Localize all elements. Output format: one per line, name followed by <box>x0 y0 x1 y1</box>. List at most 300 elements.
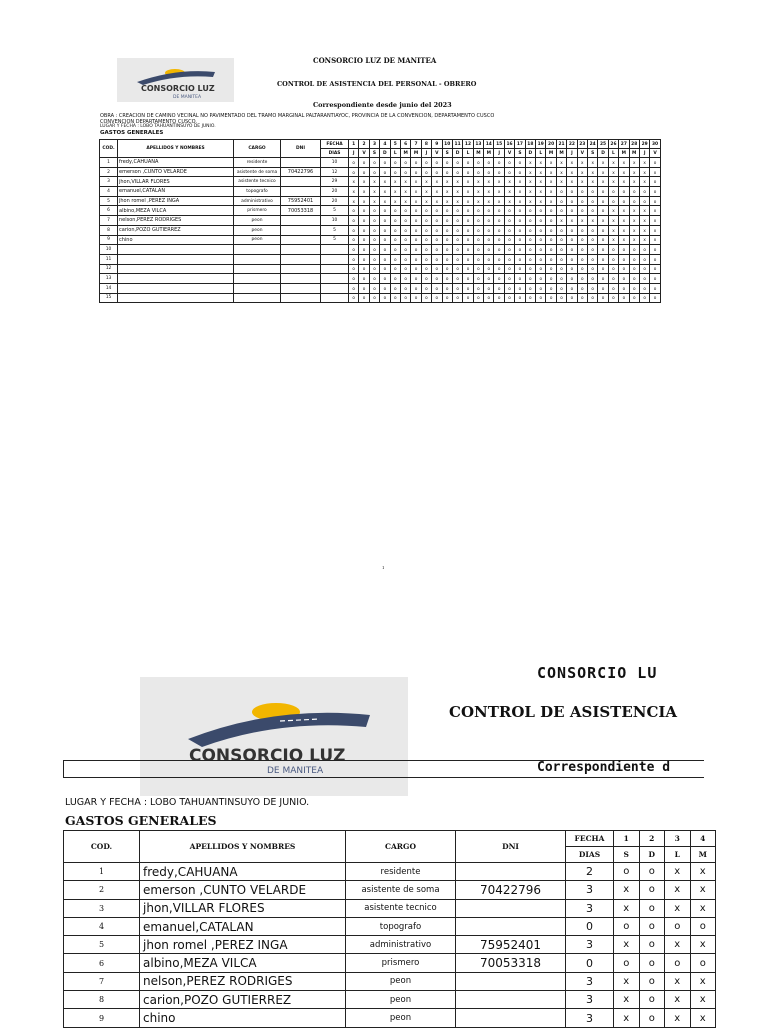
attendance-mark: x <box>400 187 410 197</box>
employee-days-worked <box>321 245 349 255</box>
employee-name: carion,POZO GUTIERREZ <box>140 991 346 1009</box>
weekday-header: L <box>390 149 400 158</box>
attendance-mark: x <box>639 225 649 235</box>
attendance-mark: o <box>400 206 410 216</box>
attendance-mark: o <box>494 274 504 284</box>
attendance-mark: o <box>515 264 525 274</box>
weekday-header: S <box>442 149 452 158</box>
attendance-mark: x <box>536 167 546 177</box>
employee-row <box>64 936 716 954</box>
attendance-mark: x <box>665 972 691 990</box>
attendance-mark: o <box>639 899 665 917</box>
attendance-mark: o <box>442 274 452 284</box>
day-number-header: 18 <box>525 140 535 149</box>
employee-code: 8 <box>64 991 140 1009</box>
attendance-mark: o <box>359 206 369 216</box>
employee-name: emerson ,CUNTO VELARDE <box>140 881 346 899</box>
attendance-mark: o <box>639 991 665 1009</box>
attendance-mark: x <box>390 196 400 206</box>
attendance-mark: o <box>639 245 649 255</box>
attendance-mark: o <box>463 167 473 177</box>
employee-row <box>64 863 716 881</box>
attendance-mark: x <box>463 177 473 187</box>
attendance-mark: o <box>504 283 514 293</box>
day-number-header: 23 <box>577 140 587 149</box>
attendance-mark: x <box>515 187 525 197</box>
logo-large-line2: DE MANITEA <box>267 766 324 776</box>
attendance-mark: o <box>400 283 410 293</box>
attendance-mark: o <box>400 264 410 274</box>
attendance-mark: x <box>411 187 421 197</box>
attendance-mark: x <box>494 187 504 197</box>
employee-dni: 70053318 <box>281 206 321 216</box>
attendance-mark: o <box>608 187 618 197</box>
employee-dni <box>281 293 321 303</box>
employee-row <box>100 177 661 187</box>
attendance-mark: x <box>614 972 640 990</box>
employee-name: jhon romel ,PEREZ INGA <box>118 196 234 206</box>
attendance-mark: o <box>650 245 660 255</box>
attendance-mark: x <box>690 881 716 899</box>
employee-dni <box>281 177 321 187</box>
attendance-mark: x <box>587 167 597 177</box>
attendance-mark: o <box>690 917 716 935</box>
attendance-mark: x <box>614 881 640 899</box>
weekday-header: J <box>567 149 577 158</box>
attendance-mark: x <box>614 1009 640 1027</box>
employee-row <box>100 225 661 235</box>
attendance-mark: x <box>567 167 577 177</box>
employee-cargo: asistente de soma <box>234 167 281 177</box>
attendance-mark: x <box>380 196 390 206</box>
employee-days-worked <box>321 283 349 293</box>
employee-dni <box>281 245 321 255</box>
attendance-mark: o <box>608 293 618 303</box>
day-number-header: 10 <box>442 140 452 149</box>
attendance-mark: x <box>525 167 535 177</box>
attendance-mark: o <box>504 293 514 303</box>
employee-name <box>118 283 234 293</box>
day-number-header: 24 <box>587 140 597 149</box>
attendance-mark: o <box>556 206 566 216</box>
attendance-mark: o <box>546 274 556 284</box>
attendance-mark: o <box>421 206 431 216</box>
attendance-mark: o <box>587 235 597 245</box>
attendance-mark: o <box>380 274 390 284</box>
day-number-header: 11 <box>452 140 462 149</box>
attendance-mark: o <box>421 235 431 245</box>
attendance-mark: o <box>473 245 483 255</box>
attendance-mark: o <box>442 235 452 245</box>
attendance-mark: o <box>536 235 546 245</box>
employee-cargo: administrativo <box>346 936 456 954</box>
employee-row <box>100 264 661 274</box>
employee-cargo <box>234 293 281 303</box>
employee-dni: 75952401 <box>281 196 321 206</box>
day-number-header: 12 <box>463 140 473 149</box>
zoom-place-date: LUGAR Y FECHA : LOBO TAHUANTINSUYO DE JUNIO. <box>65 797 310 808</box>
attendance-mark: o <box>515 235 525 245</box>
employee-code: 1 <box>64 863 140 881</box>
attendance-mark: o <box>556 245 566 255</box>
attendance-mark: x <box>536 177 546 187</box>
weekday-header: L <box>536 149 546 158</box>
employee-dni: 70422796 <box>281 167 321 177</box>
zoom-document-title: CONTROL DE ASISTENCIA <box>449 703 678 721</box>
attendance-mark: o <box>390 167 400 177</box>
weekday-header: S <box>369 149 379 158</box>
section-heading: GASTOS GENERALES <box>100 130 164 136</box>
attendance-mark: o <box>614 863 640 881</box>
attendance-mark: o <box>614 917 640 935</box>
attendance-mark: o <box>369 274 379 284</box>
attendance-mark: o <box>369 293 379 303</box>
employee-days-worked: 3 <box>566 972 614 990</box>
employee-name <box>118 274 234 284</box>
attendance-mark: x <box>463 187 473 197</box>
employee-row <box>100 187 661 197</box>
attendance-mark: o <box>411 283 421 293</box>
attendance-mark: o <box>608 254 618 264</box>
attendance-mark: o <box>473 283 483 293</box>
attendance-mark: o <box>525 206 535 216</box>
attendance-mark: o <box>349 206 359 216</box>
attendance-mark: x <box>359 196 369 206</box>
attendance-mark: x <box>619 177 629 187</box>
employee-code: 13 <box>100 274 118 284</box>
attendance-mark: x <box>515 177 525 187</box>
employee-cargo <box>234 254 281 264</box>
employee-name <box>118 264 234 274</box>
company-title: CONSORCIO LUZ DE MANITEA <box>313 56 437 65</box>
weekday-header: J <box>639 149 649 158</box>
attendance-mark: x <box>473 187 483 197</box>
attendance-mark: o <box>619 264 629 274</box>
attendance-mark: x <box>639 206 649 216</box>
attendance-mark: o <box>494 293 504 303</box>
employee-name <box>118 254 234 264</box>
day-number-header: 1 <box>349 140 359 149</box>
project-location: CONVENCION DEPARTAMENTO CUSCO. <box>100 119 197 125</box>
employee-days-worked <box>321 293 349 303</box>
employee-code: 7 <box>100 216 118 226</box>
attendance-mark: o <box>390 245 400 255</box>
attendance-mark: x <box>650 225 660 235</box>
zoom-company-title: CONSORCIO LU <box>537 664 658 682</box>
weekday-header: S <box>515 149 525 158</box>
attendance-mark: o <box>400 254 410 264</box>
day-number-header: 2 <box>639 831 665 847</box>
attendance-mark: o <box>494 283 504 293</box>
employee-name: fredy,CAHUANA <box>118 158 234 168</box>
employee-days-worked: 3 <box>566 881 614 899</box>
attendance-mark: x <box>619 216 629 226</box>
attendance-mark: o <box>484 264 494 274</box>
employee-dni <box>456 991 566 1009</box>
attendance-mark: x <box>665 1009 691 1027</box>
employee-row <box>100 274 661 284</box>
employee-cargo: peon <box>346 972 456 990</box>
employee-days-worked: 0 <box>566 917 614 935</box>
attendance-mark: o <box>587 245 597 255</box>
attendance-mark: o <box>536 206 546 216</box>
attendance-mark: o <box>639 881 665 899</box>
attendance-mark: x <box>411 177 421 187</box>
attendance-mark: x <box>587 158 597 168</box>
attendance-mark: o <box>567 196 577 206</box>
attendance-mark: o <box>577 245 587 255</box>
logo-large-line1: CONSORCIO LUZ <box>189 746 346 766</box>
attendance-mark: x <box>619 235 629 245</box>
attendance-mark: o <box>484 254 494 264</box>
attendance-mark: x <box>400 177 410 187</box>
attendance-mark: o <box>380 283 390 293</box>
attendance-mark: x <box>619 225 629 235</box>
attendance-mark: o <box>650 254 660 264</box>
attendance-mark: o <box>504 167 514 177</box>
attendance-mark: o <box>577 206 587 216</box>
day-number-header: 3 <box>665 831 691 847</box>
attendance-mark: x <box>614 991 640 1009</box>
employee-code: 12 <box>100 264 118 274</box>
attendance-mark: x <box>494 196 504 206</box>
attendance-mark: o <box>504 254 514 264</box>
attendance-mark: o <box>577 274 587 284</box>
attendance-mark: x <box>421 187 431 197</box>
employee-code: 4 <box>64 917 140 935</box>
attendance-mark: o <box>442 293 452 303</box>
attendance-mark: o <box>359 274 369 284</box>
attendance-mark: o <box>494 225 504 235</box>
attendance-mark: x <box>608 216 618 226</box>
weekday-header: M <box>400 149 410 158</box>
weekday-header: V <box>577 149 587 158</box>
attendance-mark: o <box>442 283 452 293</box>
attendance-mark: o <box>629 283 639 293</box>
employee-cargo: topografo <box>234 187 281 197</box>
attendance-mark: x <box>665 899 691 917</box>
day-number-header: 17 <box>515 140 525 149</box>
attendance-mark: o <box>525 216 535 226</box>
attendance-mark: o <box>619 293 629 303</box>
employee-days-worked: 2 <box>566 863 614 881</box>
attendance-mark: o <box>598 283 608 293</box>
attendance-mark: o <box>421 254 431 264</box>
attendance-mark: o <box>494 206 504 216</box>
attendance-mark: o <box>619 274 629 284</box>
attendance-mark: o <box>629 187 639 197</box>
attendance-mark: o <box>359 283 369 293</box>
attendance-mark: o <box>369 206 379 216</box>
attendance-mark: o <box>608 283 618 293</box>
attendance-mark: o <box>525 283 535 293</box>
attendance-mark: o <box>400 274 410 284</box>
attendance-mark: x <box>556 177 566 187</box>
attendance-mark: o <box>587 196 597 206</box>
attendance-mark: o <box>577 187 587 197</box>
employee-cargo: asistente de soma <box>346 881 456 899</box>
attendance-mark: o <box>614 954 640 972</box>
attendance-mark: o <box>432 245 442 255</box>
employee-code: 7 <box>64 972 140 990</box>
attendance-mark: o <box>556 264 566 274</box>
attendance-mark: o <box>598 235 608 245</box>
attendance-mark: o <box>567 245 577 255</box>
employee-days-worked: 5 <box>321 206 349 216</box>
company-logo-large <box>140 677 408 796</box>
employee-cargo: peon <box>346 991 456 1009</box>
employee-dni <box>281 158 321 168</box>
attendance-mark: o <box>690 954 716 972</box>
attendance-mark: o <box>432 264 442 274</box>
attendance-mark: x <box>587 216 597 226</box>
dias-header: DIAS <box>321 149 349 158</box>
employee-days-worked: 20 <box>321 187 349 197</box>
weekday-header: D <box>598 149 608 158</box>
attendance-mark: o <box>619 245 629 255</box>
attendance-mark: o <box>442 245 452 255</box>
attendance-mark: o <box>421 264 431 274</box>
attendance-mark: o <box>494 216 504 226</box>
employee-cargo: residente <box>346 863 456 881</box>
attendance-mark: x <box>380 187 390 197</box>
employee-cargo: peon <box>234 225 281 235</box>
attendance-mark: x <box>525 196 535 206</box>
attendance-mark: x <box>432 177 442 187</box>
attendance-mark: o <box>400 216 410 226</box>
attendance-mark: o <box>463 225 473 235</box>
attendance-mark: o <box>525 235 535 245</box>
attendance-mark: o <box>411 274 421 284</box>
attendance-mark: o <box>639 293 649 303</box>
attendance-mark: o <box>536 245 546 255</box>
employee-code: 6 <box>100 206 118 216</box>
employee-days-worked: 5 <box>321 235 349 245</box>
attendance-mark: x <box>369 177 379 187</box>
attendance-mark: o <box>567 225 577 235</box>
employee-name: albino,MEZA VILCA <box>140 954 346 972</box>
attendance-mark: o <box>421 274 431 284</box>
attendance-mark: o <box>432 216 442 226</box>
attendance-mark: o <box>421 293 431 303</box>
attendance-mark: x <box>690 936 716 954</box>
day-number-header: 7 <box>411 140 421 149</box>
day-number-header: 27 <box>619 140 629 149</box>
weekday-header: M <box>629 149 639 158</box>
attendance-mark: x <box>400 196 410 206</box>
attendance-mark: o <box>504 206 514 216</box>
attendance-mark: o <box>400 293 410 303</box>
attendance-mark: x <box>349 196 359 206</box>
employee-dni <box>456 1009 566 1027</box>
weekday-header: D <box>452 149 462 158</box>
attendance-mark: x <box>608 158 618 168</box>
attendance-mark: x <box>690 863 716 881</box>
attendance-mark: o <box>400 245 410 255</box>
attendance-mark: o <box>515 293 525 303</box>
attendance-mark: o <box>463 283 473 293</box>
day-number-header: 22 <box>567 140 577 149</box>
attendance-mark: o <box>536 274 546 284</box>
weekday-header: M <box>473 149 483 158</box>
attendance-mark: o <box>390 264 400 274</box>
employee-code: 11 <box>100 254 118 264</box>
attendance-mark: x <box>614 899 640 917</box>
day-number-header: 1 <box>614 831 640 847</box>
attendance-mark: o <box>504 274 514 284</box>
place-date: LUGAR Y FECHA : LOBO TAHUANTINSUYO DE JUNIO. <box>100 124 216 129</box>
attendance-mark: x <box>484 187 494 197</box>
employee-row <box>100 167 661 177</box>
attendance-mark: o <box>380 254 390 264</box>
attendance-mark: o <box>639 1009 665 1027</box>
attendance-mark: x <box>494 177 504 187</box>
dias-header: DIAS <box>566 847 614 863</box>
attendance-mark: o <box>629 293 639 303</box>
cod-header: COD. <box>64 831 140 863</box>
attendance-mark: o <box>369 167 379 177</box>
attendance-mark: o <box>380 206 390 216</box>
employee-cargo: topografo <box>346 917 456 935</box>
employee-dni <box>281 225 321 235</box>
employee-name: nelson,PEREZ RODRIGES <box>140 972 346 990</box>
attendance-mark: o <box>608 196 618 206</box>
attendance-mark: o <box>639 196 649 206</box>
attendance-mark: o <box>463 206 473 216</box>
attendance-mark: o <box>411 235 421 245</box>
attendance-mark: o <box>452 225 462 235</box>
attendance-mark: x <box>629 167 639 177</box>
attendance-mark: o <box>390 254 400 264</box>
attendance-mark: x <box>546 177 556 187</box>
attendance-mark: o <box>577 264 587 274</box>
employee-days-worked: 0 <box>566 954 614 972</box>
attendance-mark: o <box>390 274 400 284</box>
attendance-mark: x <box>504 187 514 197</box>
attendance-mark: o <box>650 187 660 197</box>
attendance-mark: o <box>442 216 452 226</box>
page-number: 1 <box>382 565 385 570</box>
attendance-mark: o <box>380 225 390 235</box>
employee-row <box>64 917 716 935</box>
attendance-mark: o <box>567 206 577 216</box>
attendance-mark: o <box>359 245 369 255</box>
attendance-mark: x <box>546 187 556 197</box>
attendance-mark: o <box>525 274 535 284</box>
company-logo <box>117 58 234 102</box>
attendance-mark: o <box>452 245 462 255</box>
attendance-mark: o <box>484 283 494 293</box>
attendance-mark: o <box>494 245 504 255</box>
employee-dni <box>281 283 321 293</box>
employee-cargo: asistente tecnico <box>234 177 281 187</box>
attendance-mark: o <box>484 235 494 245</box>
weekday-header: S <box>587 149 597 158</box>
attendance-mark: o <box>369 254 379 264</box>
attendance-mark: x <box>567 216 577 226</box>
attendance-mark: o <box>536 264 546 274</box>
employee-row <box>64 954 716 972</box>
attendance-mark: o <box>359 235 369 245</box>
attendance-mark: o <box>639 187 649 197</box>
employee-row <box>64 1009 716 1027</box>
employee-dni <box>456 899 566 917</box>
attendance-mark: o <box>650 158 660 168</box>
attendance-mark: o <box>587 206 597 216</box>
attendance-mark: x <box>598 177 608 187</box>
attendance-mark: x <box>608 167 618 177</box>
dni-header: DNI <box>281 140 321 158</box>
